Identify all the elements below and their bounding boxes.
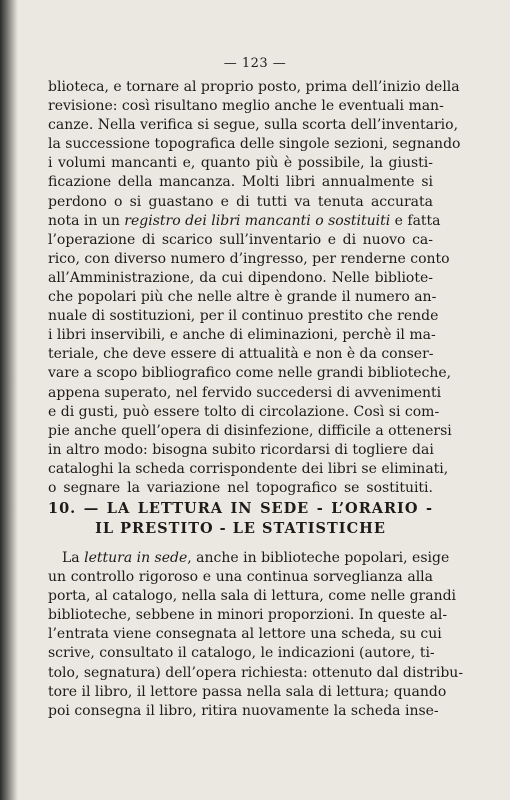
text-line: i volumi mancanti e, quanto più è possibile, la giusti- xyxy=(48,155,433,172)
text-line: rico, con diverso numero d’ingresso, per renderne conto xyxy=(48,250,450,267)
text-line: nuale di sostituzioni, per il continuo prestito che rende xyxy=(48,308,439,325)
binding-shadow xyxy=(0,0,18,800)
italic-text: lettura in sede xyxy=(84,550,188,566)
text-line: in altro modo: bisogna subito ricordarsi di togliere dai xyxy=(48,441,434,458)
text-line: cataloghi la scheda corrispondente dei libri se eliminati, xyxy=(48,460,449,477)
text-line: teriale, che deve essere di attualità e non è da conser- xyxy=(48,346,434,363)
italic-text: registro dei libri mancanti o sostituiti xyxy=(124,212,391,229)
text-line: blioteca, e tornare al proprio posto, prima dell’inizio della xyxy=(48,79,460,95)
section-heading xyxy=(48,500,433,537)
page-number: — 123 — xyxy=(223,56,287,71)
text-line: l’operazione di scarico sull’inventario e di nuovo ca- xyxy=(48,231,433,248)
text-line: tore il libro, il lettore passa nella sala di lettura; quando xyxy=(48,683,447,700)
text-line: revisione: così risultano meglio anche le eventuali man- xyxy=(48,98,444,115)
text-line: vare a scopo bibliografico come nelle grandi biblioteche, xyxy=(48,365,452,382)
text-line: poi consegna il libro, ritira nuovamente la scheda inse- xyxy=(48,702,439,719)
text-line: scrive, consultato il catalogo, le indicazioni (autore, ti- xyxy=(48,645,435,662)
text-line: pie anche quell’opera di disinfezione, difficile a ottenersi xyxy=(48,422,452,439)
text-line: La lettura in sede, anche in biblioteche popolari, esige xyxy=(62,550,450,566)
text-line: porta, al catalogo, nella sala di lettura, come nelle grandi xyxy=(48,588,457,605)
text-line: canze. Nella verifica si segue, sulla scorta dell’inventario, xyxy=(48,117,459,134)
paragraph-1 xyxy=(48,78,461,498)
text-line: che popolari più che nelle altre è grande il numero an- xyxy=(48,289,437,306)
text-line: ficazione della mancanza. Molti libri annualmente si xyxy=(48,174,433,191)
text-line: all’Amministrazione, da cui dipendono. Nelle bibliote- xyxy=(48,269,433,286)
text-line: l’entrata viene consegnata al lettore una scheda, su cui xyxy=(48,626,442,643)
text-line: un controllo rigoroso e una continua sorveglianza alla xyxy=(48,569,433,586)
heading-line-2: IL PRESTITO - LE STATISTICHE xyxy=(95,520,386,538)
text-line: perdono o si guastano e di tutti va tenuta accurata xyxy=(48,193,433,210)
text-line: biblioteche, sebbene in minori proporzioni. In queste al- xyxy=(48,607,448,624)
text-line: tolo, segnatura) dell’opera richiesta: ottenuto dal distribu- xyxy=(48,664,464,681)
text-line: nota in un registro dei libri mancanti o sostituiti e fatta xyxy=(48,212,441,229)
heading-line-1: 10. — LA LETTURA IN SEDE - L’ORARIO - xyxy=(48,500,433,517)
paragraph-2 xyxy=(48,549,464,721)
text-line: la successione topografica delle singole sezioni, segnando xyxy=(48,136,461,153)
text-line: e di gusti, può essere tolto di circolazione. Così si com- xyxy=(48,403,440,420)
text-line: i libri inservibili, e anche di eliminazioni, perchè il ma- xyxy=(48,327,436,344)
text-line: o segnare la variazione nel topografico se sostituiti. xyxy=(48,479,433,496)
text-line: appena superato, nel fervido succedersi di avvenimenti xyxy=(48,384,442,401)
